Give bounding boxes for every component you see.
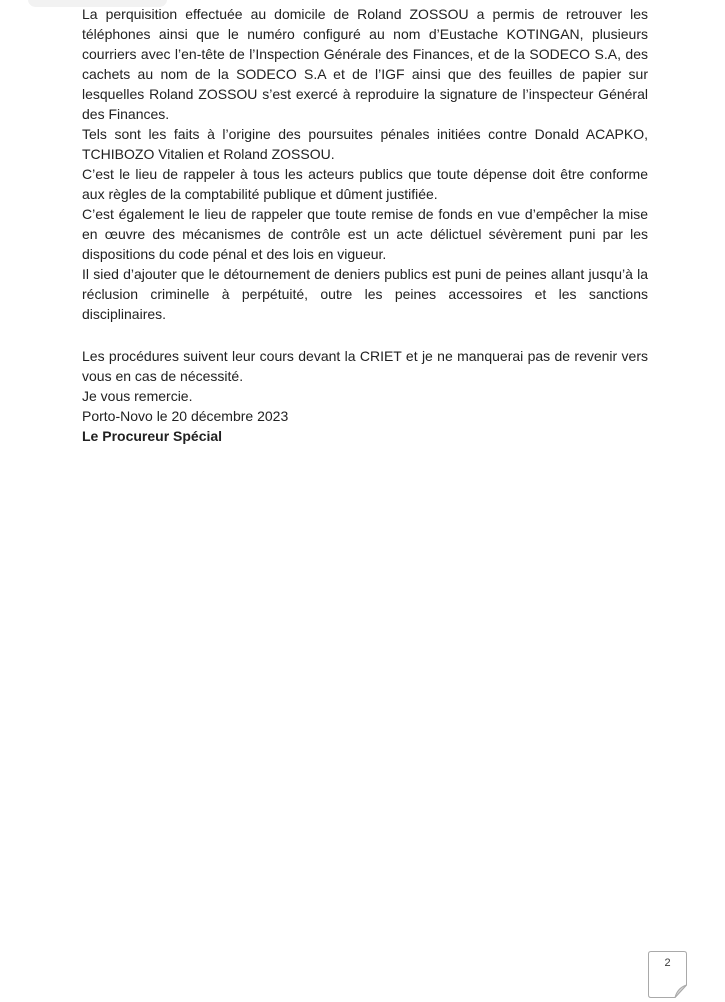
paragraph-perquisition: La perquisition effectuée au domicile de Roland ZOSSOU a permis de retrouver les téléphones ainsi que le numéro configuré au nom d’Eustache KOTINGAN, plusieurs courriers avec l’en-tête de l’Inspection Générale des Finances, et de la SODECO S.A, des cachets au nom de la SODECO S.A et de l’IGF ainsi que des feuilles de papier sur lesquelles Roland ZOSSOU s’est exercé à reproduire la signature de l’inspecteur Général des Finances.: [82, 6, 648, 122]
document-body: [82, 4, 648, 446]
signature-title: Le Procureur Spécial: [82, 428, 223, 444]
paragraph-rappel-remise-fonds: C’est également le lieu de rappeler que toute remise de fonds en vue d’empêcher la mise en œuvre des mécanismes de contrôle est un acte délictuel sévèrement puni par les dispositions du code pénal et des lois en vigueur.: [82, 206, 648, 262]
page-number-label: 2: [664, 957, 671, 969]
paragraph-poursuites-penales: Tels sont les faits à l’origine des poursuites pénales initiées contre Donald ACAPKO, TCHIBOZO Vitalien et Roland ZOSSOU.: [82, 126, 648, 162]
paragraph-procedures-criet: Les procédures suivent leur cours devant la CRIET et je ne manquerai pas de revenir vers vous en cas de nécessité.: [82, 348, 648, 384]
paragraph-rappel-depense: C’est le lieu de rappeler à tous les acteurs publics que toute dépense doit être conforme aux règles de la comptabilité publique et dûment justifiée.: [82, 166, 648, 202]
paragraph-remerciement: Je vous remercie.: [82, 388, 193, 404]
paragraph-detournement-deniers: Il sied d’ajouter que le détournement de deniers publics est puni de peines allant jusqu’à la réclusion criminelle à perpétuité, outre les peines accessoires et les sanctions disciplinaires.: [82, 266, 648, 322]
page-indicator[interactable]: [648, 951, 687, 998]
paragraph-lieu-date: Porto-Novo le 20 décembre 2023: [82, 408, 289, 424]
